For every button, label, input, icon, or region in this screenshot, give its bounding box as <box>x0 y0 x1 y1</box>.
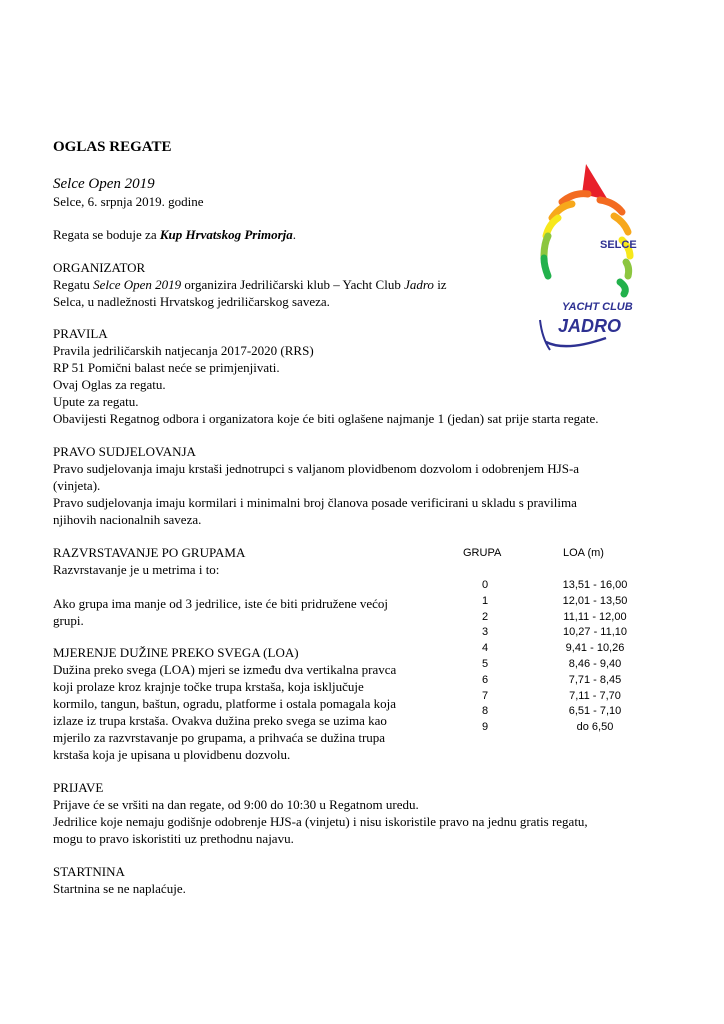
loa-line: koji prolaze kroz krajnje točke trupa krstaša, koja isključuje <box>53 679 364 694</box>
entries-heading: PRIJAVE <box>53 780 104 795</box>
eligibility-heading: PRAVO SUDJELOVANJA <box>53 444 196 459</box>
loa-heading: MJERENJE DUŽINE PREKO SVEGA (LOA) <box>53 645 299 660</box>
groups-line: grupi. <box>53 613 84 628</box>
organizer-heading: ORGANIZATOR <box>53 260 146 275</box>
table-cell-loa: do 6,50 <box>576 721 614 734</box>
eligibility-line: Pravo sudjelovanja imaju kormilari i minimalni broj članova posade verificirani u skladu s pravilima <box>53 495 577 510</box>
table-cell-grupa: 3 <box>481 626 489 639</box>
table-cell-loa: 8,46 - 9,40 <box>568 657 622 670</box>
table-cell-loa: 10,27 - 11,10 <box>562 626 627 639</box>
groups-line: Ako grupa ima manje od 3 jedrilice, iste će biti pridružene većoj <box>53 596 388 611</box>
table-header-loa: LOA (m) <box>563 547 604 559</box>
table-cell-loa: 11,11 - 12,00 <box>563 610 627 623</box>
yacht-club-jadro-sail-logo-icon <box>536 160 644 360</box>
table-cell-grupa: 8 <box>481 705 489 718</box>
table-cell-loa: 9,41 - 10,26 <box>565 642 625 655</box>
table-cell-loa: 13,51 - 16,00 <box>562 579 628 591</box>
table-header-grupa: GRUPA <box>463 547 502 559</box>
loa-line: izlaze iz trupa krstaša. Ovakva dužina preko svega se uzima kao <box>53 713 387 728</box>
eligibility-line: njihovih nacionalnih saveza. <box>53 512 202 527</box>
loa-line: krstaša koja je upisana u plovidbenu dozvolu. <box>53 747 291 762</box>
rules-line: RP 51 Pomični balast neće se primjenjivati. <box>53 360 280 375</box>
intro-before: Regata se boduje za <box>53 227 160 242</box>
table-cell-grupa: 4 <box>481 642 489 655</box>
organizer-line-1 <box>53 277 447 293</box>
logo-text-yacht-club: YACHT CLUB <box>562 301 633 313</box>
groups-line: Razvrstavanje je u metrima i to: <box>53 562 220 577</box>
table-cell-grupa: 7 <box>481 689 489 702</box>
table-cell-grupa: 9 <box>481 721 489 734</box>
logo-text-jadro: JADRO <box>558 316 622 336</box>
table-cell-loa: 7,11 - 7,70 <box>569 689 621 702</box>
fee-heading: STARTNINA <box>53 864 125 879</box>
table-cell-loa: 7,71 - 8,45 <box>568 673 622 686</box>
entries-line: mogu to pravo iskoristiti uz prethodnu najavu. <box>53 831 294 846</box>
groups-heading: RAZVRSTAVANJE PO GRUPAMA <box>53 545 246 560</box>
organizer-text-c: iz <box>433 277 447 292</box>
rules-line: Ovaj Oglas za regatu. <box>53 377 166 392</box>
intro-after: . <box>292 227 297 242</box>
organizer-club: Jadro <box>404 277 434 292</box>
table-cell-grupa: 1 <box>481 594 489 607</box>
loa-line: mjerilo za razvrstavanje po grupama, a prihvaća se dužina trupa <box>53 730 386 745</box>
loa-line: Dužina preko svega (LOA) mjeri se između dva vertikalna pravca <box>53 662 397 677</box>
eligibility-line: Pravo sudjelovanja imaju krstaši jednotrupci s valjanom plovidbenom dozvolom i odobrenjem HJS-a <box>53 461 580 476</box>
table-cell-loa: 12,01 - 13,50 <box>562 594 628 607</box>
loa-line: kormilo, tangun, baštun, ogradu, platforme i ostala pomagala koja <box>53 696 396 711</box>
rules-line: Obavijesti Regatnog odbora i organizatora koje će biti oglašene najmanje 1 (jedan) sat prije starta regate. <box>53 411 599 426</box>
eligibility-line: (vinjeta). <box>53 478 101 493</box>
organizer-event: Selce Open 2019 <box>93 277 182 292</box>
table-cell-grupa: 0 <box>481 579 489 591</box>
organizer-line-2: Selca, u nadležnosti Hrvatskog jedriličarskog saveza. <box>53 294 330 309</box>
table-cell-grupa: 2 <box>481 610 489 623</box>
organizer-text-a: Regatu <box>53 277 94 292</box>
entries-line: Jedrilice koje nemaju godišnje odobrenje HJS-a (vinjetu) i nisu iskoristile pravo na jednu gratis regatu, <box>53 814 588 829</box>
entries-line: Prijave će se vršiti na dan regate, od 9:00 do 10:30 u Regatnom uredu. <box>53 797 419 812</box>
date-line: Selce, 6. srpnja 2019. godine <box>53 194 204 209</box>
rules-line: Pravila jedriličarskih natjecanja 2017-2020 (RRS) <box>53 343 314 358</box>
table-cell-grupa: 6 <box>481 673 489 686</box>
logo-text-selce: SELCE <box>600 239 637 251</box>
cup-name: Kup Hrvatskog Primorja <box>159 227 293 242</box>
fee-line: Startnina se ne naplaćuje. <box>53 881 186 896</box>
rules-line: Upute za regatu. <box>53 394 139 409</box>
page-title: OGLAS REGATE <box>53 139 172 155</box>
event-name: Selce Open 2019 <box>53 176 155 192</box>
rules-heading: PRAVILA <box>53 326 108 341</box>
table-cell-grupa: 5 <box>481 657 489 670</box>
table-cell-loa: 6,51 - 7,10 <box>568 705 622 718</box>
intro-line <box>53 227 296 243</box>
table-col-grupa <box>478 578 492 736</box>
table-col-loa <box>545 578 645 736</box>
organizer-text-b: organizira Jedriličarski klub – Yacht Club <box>181 277 405 292</box>
